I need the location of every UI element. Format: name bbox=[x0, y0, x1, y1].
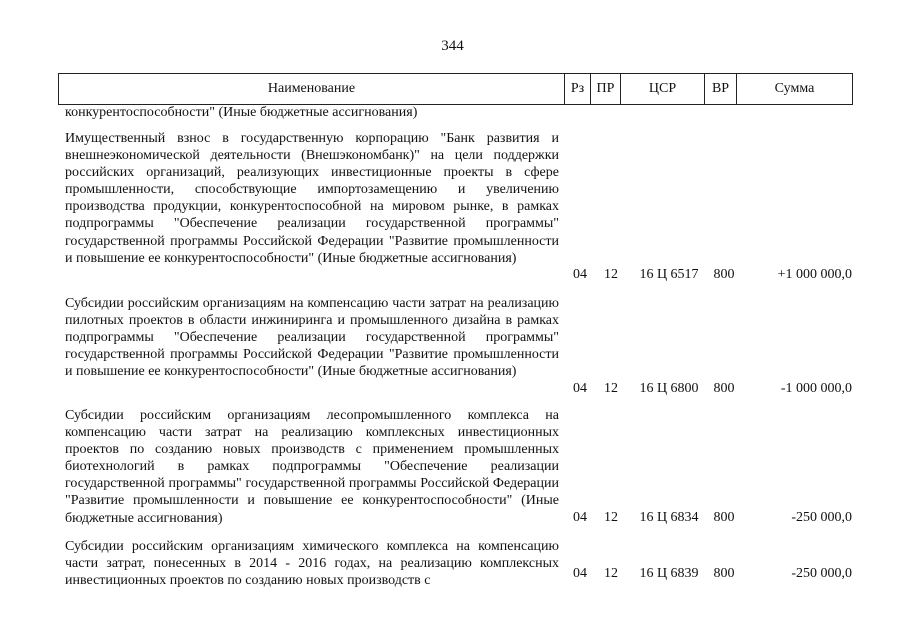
table-header bbox=[58, 73, 853, 105]
page-number: 344 bbox=[441, 38, 464, 54]
continuation-text: конкурентоспособности" (Иные бюджетные ассигнования) bbox=[65, 105, 418, 120]
row-vr: 800 bbox=[713, 267, 735, 282]
row-csr: 16 Ц 6834 bbox=[639, 510, 699, 525]
row-rz: 04 bbox=[573, 510, 587, 525]
table-row bbox=[0, 130, 905, 290]
row-sum: -250 000,0 bbox=[791, 566, 852, 581]
header-csr: ЦСР bbox=[621, 74, 705, 104]
row-csr: 16 Ц 6517 bbox=[639, 267, 699, 282]
table-row bbox=[0, 407, 905, 532]
row-description: Имущественный взнос в государственную корпорацию "Банк развития и внешнеэкономической деятельности (Внешэкономбанк)" на цели поддержки российских организаций, реализующих инвестиционные проекты в сфере промышленности, способствующие импортозамещению и увеличению производства продукции, конкурентоспособной на мировом рынке, в рамках подпрограммы "Обеспечение реализации государственной программы" государственной программы Российской Федерации "Развитие промышленности и повышение ее конкурентоспособности" (Иные бюджетные ассигнования) bbox=[65, 131, 559, 266]
row-vr: 800 bbox=[713, 381, 735, 396]
row-pr: 12 bbox=[604, 267, 618, 282]
table-row bbox=[0, 538, 905, 598]
header-name: Наименование bbox=[59, 74, 565, 104]
row-sum: +1 000 000,0 bbox=[777, 267, 852, 282]
row-csr: 16 Ц 6839 bbox=[639, 566, 699, 581]
header-pr: ПР bbox=[591, 74, 621, 104]
row-pr: 12 bbox=[604, 381, 618, 396]
header-rz: Рз bbox=[565, 74, 591, 104]
row-vr: 800 bbox=[713, 566, 735, 581]
row-rz: 04 bbox=[573, 381, 587, 396]
row-rz: 04 bbox=[573, 566, 587, 581]
row-description: Субсидии российским организациям химического комплекса на компенсацию части затрат, понесенных в 2014 - 2016 годах, на реализацию комплексных инвестиционных проектов по созданию новых производств с bbox=[65, 539, 559, 589]
table-row bbox=[0, 295, 905, 405]
row-csr: 16 Ц 6800 bbox=[639, 381, 699, 396]
row-sum: -250 000,0 bbox=[791, 510, 852, 525]
row-rz: 04 bbox=[573, 267, 587, 282]
row-description: Субсидии российским организациям на компенсацию части затрат на реализацию пилотных проектов в области инжиниринга и промышленного дизайна в рамках подпрограммы "Обеспечение реализации государственной программы" государственной программы Российской Федерации "Развитие промышленности и повышение ее конкурентоспособности" (Иные бюджетные ассигнования) bbox=[65, 296, 559, 380]
header-vr: ВР bbox=[705, 74, 737, 104]
row-sum: -1 000 000,0 bbox=[780, 381, 852, 396]
row-pr: 12 bbox=[604, 566, 618, 581]
row-description: Субсидии российским организациям лесопромышленного комплекса на компенсацию части затрат на реализацию комплексных инвестиционных проектов по созданию новых производств с применением промышленных биотехнологий в рамках подпрограммы "Обеспечение реализации государственной программы" государственной программы Российской Федерации "Развитие промышленности и повышение ее конкурентоспособности" (Иные бюджетные ассигнования) bbox=[65, 408, 559, 526]
header-sum: Сумма bbox=[774, 81, 815, 96]
row-vr: 800 bbox=[713, 510, 735, 525]
row-pr: 12 bbox=[604, 510, 618, 525]
